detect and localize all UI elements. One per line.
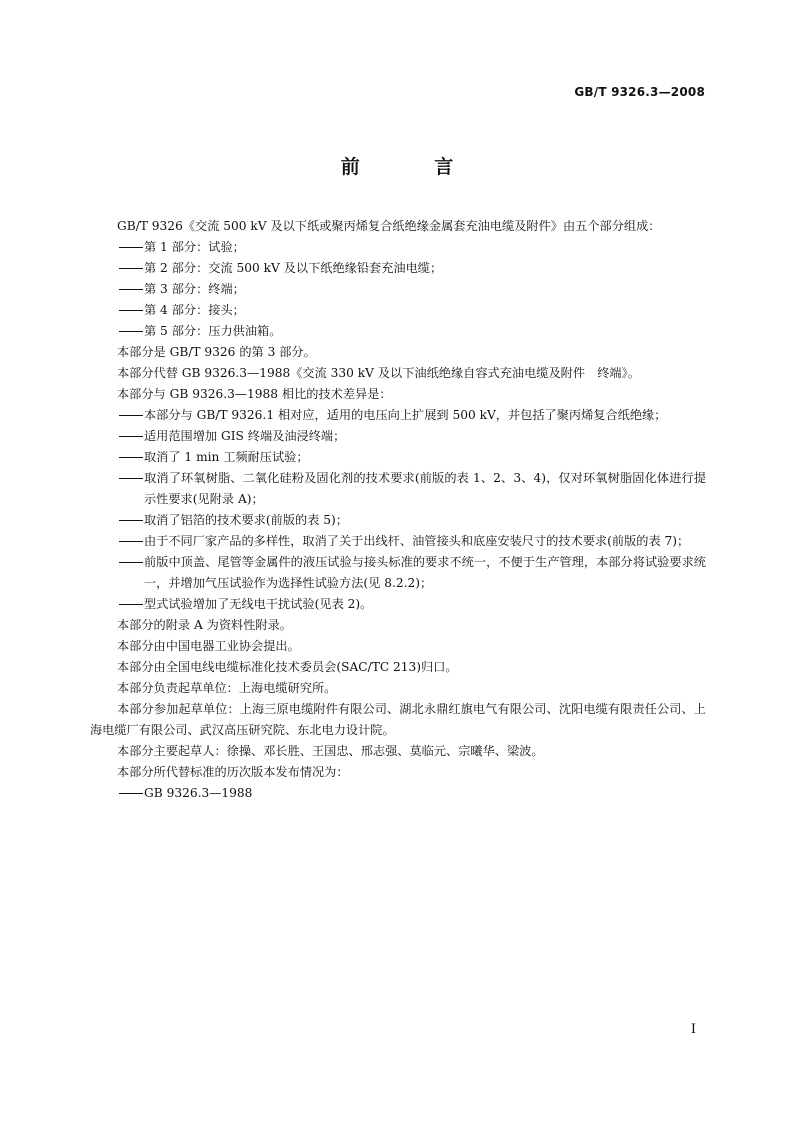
diff-item — [90, 447, 706, 468]
part-item — [90, 258, 706, 279]
diff-item-text: 取消了环氧树脂、二氧化硅粉及固化剂的技术要求(前版的表 1、2、3、4)，仅对环氧树脂固化体进行提示性要求(见附录 A)； — [144, 471, 706, 506]
this-part-paragraph: 本部分是 GB/T 9326 的第 3 部分。 — [117, 345, 316, 359]
diff-item — [90, 531, 706, 552]
diff-item — [90, 552, 706, 594]
diff-item — [90, 468, 706, 510]
page-title: 前 言 — [340, 156, 488, 178]
centralized-by-paragraph: 本部分由全国电线电缆标准化技术委员会(SAC/TC 213)归口。 — [117, 660, 458, 674]
history-item-text: GB 9326.3—1988 — [144, 786, 253, 800]
diff-item — [90, 426, 706, 447]
diff-item — [90, 510, 706, 531]
participating-units-paragraph: 本部分参加起草单位：上海三原电缆附件有限公司、湖北永鼎红旗电气有限公司、沈阳电缆有限责任公司、上海电缆厂有限公司、武汉高压研究院、东北电力设计院。 — [90, 702, 706, 737]
diff-item-text: 本部分与 GB/T 9326.1 相对应，适用的电压向上扩展到 500 kV，并包括了聚丙烯复合纸绝缘； — [144, 408, 667, 422]
part-item — [90, 300, 706, 321]
annex-paragraph: 本部分的附录 A 为资料性附录。 — [117, 618, 292, 632]
drafters-paragraph: 本部分主要起草人：徐操、邓长胜、王国忠、邢志强、莫临元、宗曦华、梁波。 — [117, 744, 544, 758]
diff-item-text: 适用范围增加 GIS 终端及油浸终端； — [144, 429, 346, 443]
part-item-text: 第 1 部分：试验； — [144, 240, 245, 254]
replaces-paragraph: 本部分代替 GB 9326.3—1988《交流 330 kV 及以下油纸绝缘自容式充油电缆及附件 终端》。 — [117, 366, 640, 380]
page-number: I — [690, 1022, 696, 1037]
responsible-unit-paragraph: 本部分负责起草单位：上海电缆研究所。 — [117, 681, 337, 695]
part-item-text: 第 4 部分：接头； — [144, 303, 245, 317]
diff-item-text: 前版中顶盖、尾管等金属件的液压试验与接头标准的要求不统一，不便于生产管理，本部分将试验要求统一，并增加气压试验作为选择性试验方法(见 8.2.2)； — [144, 555, 706, 590]
standard-code-header: GB/T 9326.3—2008 — [574, 85, 705, 99]
diff-intro-paragraph: 本部分与 GB 9326.3—1988 相比的技术差异是： — [117, 387, 392, 401]
history-intro-paragraph: 本部分所代替标准的历次版本发布情况为： — [117, 765, 349, 779]
proposed-by-paragraph: 本部分由中国电器工业协会提出。 — [117, 639, 300, 653]
part-item-text: 第 3 部分：终端； — [144, 282, 245, 296]
part-item-text: 第 5 部分：压力供油箱。 — [144, 324, 282, 338]
diff-item-text: 由于不同厂家产品的多样性，取消了关于出线杆、油管接头和底座安装尺寸的技术要求(前版的表 7)； — [144, 534, 690, 548]
part-item-text: 第 2 部分：交流 500 kV 及以下纸绝缘铅套充油电缆； — [144, 261, 443, 275]
foreword-body — [90, 216, 706, 804]
history-item — [90, 783, 706, 804]
part-item — [90, 279, 706, 300]
diff-item — [90, 594, 706, 615]
part-item — [90, 321, 706, 342]
intro-paragraph: GB/T 9326《交流 500 kV 及以下纸或聚丙烯复合纸绝缘金属套充油电缆及附件》由五个部分组成： — [117, 219, 661, 233]
diff-item — [90, 405, 706, 426]
diff-item-text: 取消了铝箔的技术要求(前版的表 5)； — [144, 513, 348, 527]
part-item — [90, 237, 706, 258]
diff-item-text: 型式试验增加了无线电干扰试验(见表 2)。 — [144, 597, 373, 611]
diff-item-text: 取消了 1 min 工频耐压试验； — [144, 450, 309, 464]
